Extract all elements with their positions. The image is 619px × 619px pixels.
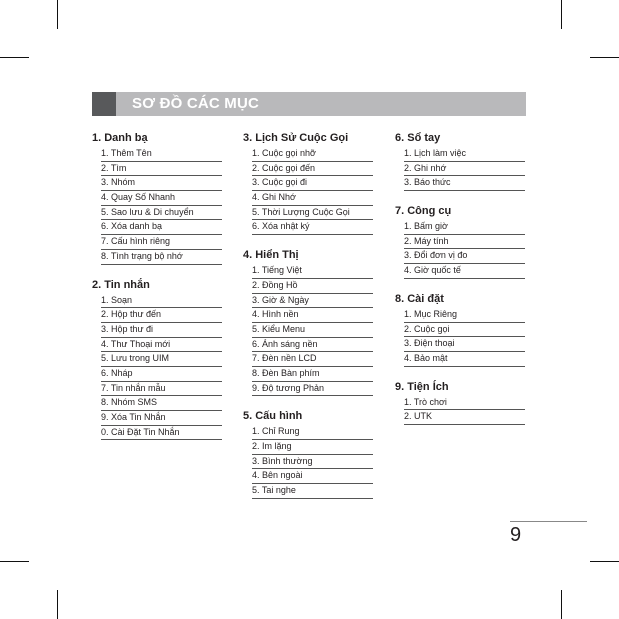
menu-item: 1. Thêm Tên [101, 147, 222, 162]
menu-item: 9. Độ tương Phản [252, 382, 373, 397]
menu-item: 8. Đèn Bàn phím [252, 367, 373, 382]
menu-section [395, 204, 530, 279]
menu-item: 3. Giờ & Ngày [252, 294, 373, 309]
menu-item: 1. Bấm giờ [404, 220, 525, 235]
menu-item: 6. Xóa danh bạ [101, 220, 222, 235]
menu-section [395, 131, 530, 191]
menu-item: 7. Tin nhắn mẫu [101, 382, 222, 397]
menu-column-2 [243, 131, 378, 512]
crop-mark [590, 561, 619, 562]
menu-section [243, 131, 378, 235]
menu-item: 2. Ghi nhớ [404, 162, 525, 177]
crop-mark [0, 57, 29, 58]
menu-item: 1. Mục Riêng [404, 308, 525, 323]
menu-item: 3. Điện thoại [404, 337, 525, 352]
menu-item: 0. Cài Đặt Tin Nhắn [101, 426, 222, 441]
menu-item: 6. Ánh sáng nền [252, 338, 373, 353]
menu-column-1 [92, 131, 227, 453]
menu-item: 4. Hình nền [252, 308, 373, 323]
crop-mark [590, 57, 619, 58]
menu-item: 6. Nháp [101, 367, 222, 382]
section-title: 8. Cài đặt [395, 292, 444, 305]
menu-section [92, 131, 227, 265]
page-title: SƠ ĐỒ CÁC MỤC [132, 95, 260, 112]
menu-item: 1. Soạn [101, 294, 222, 309]
menu-item: 4. Bảo mật [404, 352, 525, 367]
menu-item: 2. Cuộc gọi [404, 323, 525, 338]
menu-item: 4. Bên ngoài [252, 469, 373, 484]
menu-item: 2. Hộp thư đến [101, 308, 222, 323]
crop-mark [0, 561, 29, 562]
section-title: 4. Hiển Thị [243, 249, 299, 262]
menu-item: 3. Đổi đơn vị đo [404, 249, 525, 264]
menu-item: 2. Im lặng [252, 440, 373, 455]
section-title: 5. Cấu hình [243, 410, 303, 423]
menu-item: 4. Ghi Nhớ [252, 191, 373, 206]
menu-item: 4. Quay Số Nhanh [101, 191, 222, 206]
menu-item: 7. Đèn nền LCD [252, 352, 373, 367]
menu-item: 2. Đồng Hồ [252, 279, 373, 294]
menu-item: 3. Bình thường [252, 455, 373, 470]
crop-mark [57, 590, 58, 619]
page-number: 9 [510, 524, 522, 546]
title-marker [92, 92, 116, 116]
menu-section [243, 248, 378, 396]
menu-item: 3. Cuộc gọi đi [252, 176, 373, 191]
menu-item: 3. Nhóm [101, 176, 222, 191]
menu-section [395, 380, 530, 425]
menu-item: 1. Trò chơi [404, 396, 525, 411]
menu-item: 5. Lưu trong UIM [101, 352, 222, 367]
menu-item: 5. Kiểu Menu [252, 323, 373, 338]
menu-section [243, 409, 378, 498]
menu-item: 2. Cuộc gọi đến [252, 162, 373, 177]
menu-item: 8. Nhóm SMS [101, 396, 222, 411]
menu-item: 5. Sao lưu & Di chuyển [101, 206, 222, 221]
title-bar [92, 92, 526, 116]
menu-section [395, 292, 530, 367]
section-title: 1. Danh bạ [92, 132, 148, 144]
menu-item: 9. Xóa Tin Nhắn [101, 411, 222, 426]
menu-item: 2. Máy tính [404, 235, 525, 250]
menu-item: 5. Tai nghe [252, 484, 373, 499]
section-title: 2. Tin nhắn [92, 278, 150, 291]
menu-item: 4. Giờ quốc tế [404, 264, 525, 279]
crop-mark [57, 0, 58, 29]
menu-item: 5. Thời Lượng Cuộc Gọi [252, 206, 373, 221]
menu-item: 3. Hộp thư đi [101, 323, 222, 338]
menu-section [92, 278, 227, 441]
menu-item: 6. Xóa nhật ký [252, 220, 373, 235]
menu-item: 1. Tiếng Việt [252, 264, 373, 279]
menu-item: 3. Báo thức [404, 176, 525, 191]
menu-item: 2. Tìm [101, 162, 222, 177]
menu-column-3 [395, 131, 530, 438]
page-number-rule [510, 521, 587, 522]
section-title: 3. Lịch Sử Cuộc Gọi [243, 132, 349, 144]
menu-item: 1. Cuộc gọi nhỡ [252, 147, 373, 162]
menu-item: 7. Cấu hình riêng [101, 235, 222, 250]
crop-mark [561, 590, 562, 619]
menu-item: 2. UTK [404, 410, 525, 425]
menu-item: 1. Lịch làm việc [404, 147, 525, 162]
menu-item: 4. Thư Thoại mới [101, 338, 222, 353]
section-title: 6. Sổ tay [395, 132, 441, 144]
section-title: 9. Tiện Ích [395, 380, 449, 393]
crop-mark [561, 0, 562, 29]
section-title: 7. Công cụ [395, 205, 452, 218]
menu-item: 8. Tình trạng bộ nhớ [101, 250, 222, 265]
menu-item: 1. Chỉ Rung [252, 425, 373, 440]
